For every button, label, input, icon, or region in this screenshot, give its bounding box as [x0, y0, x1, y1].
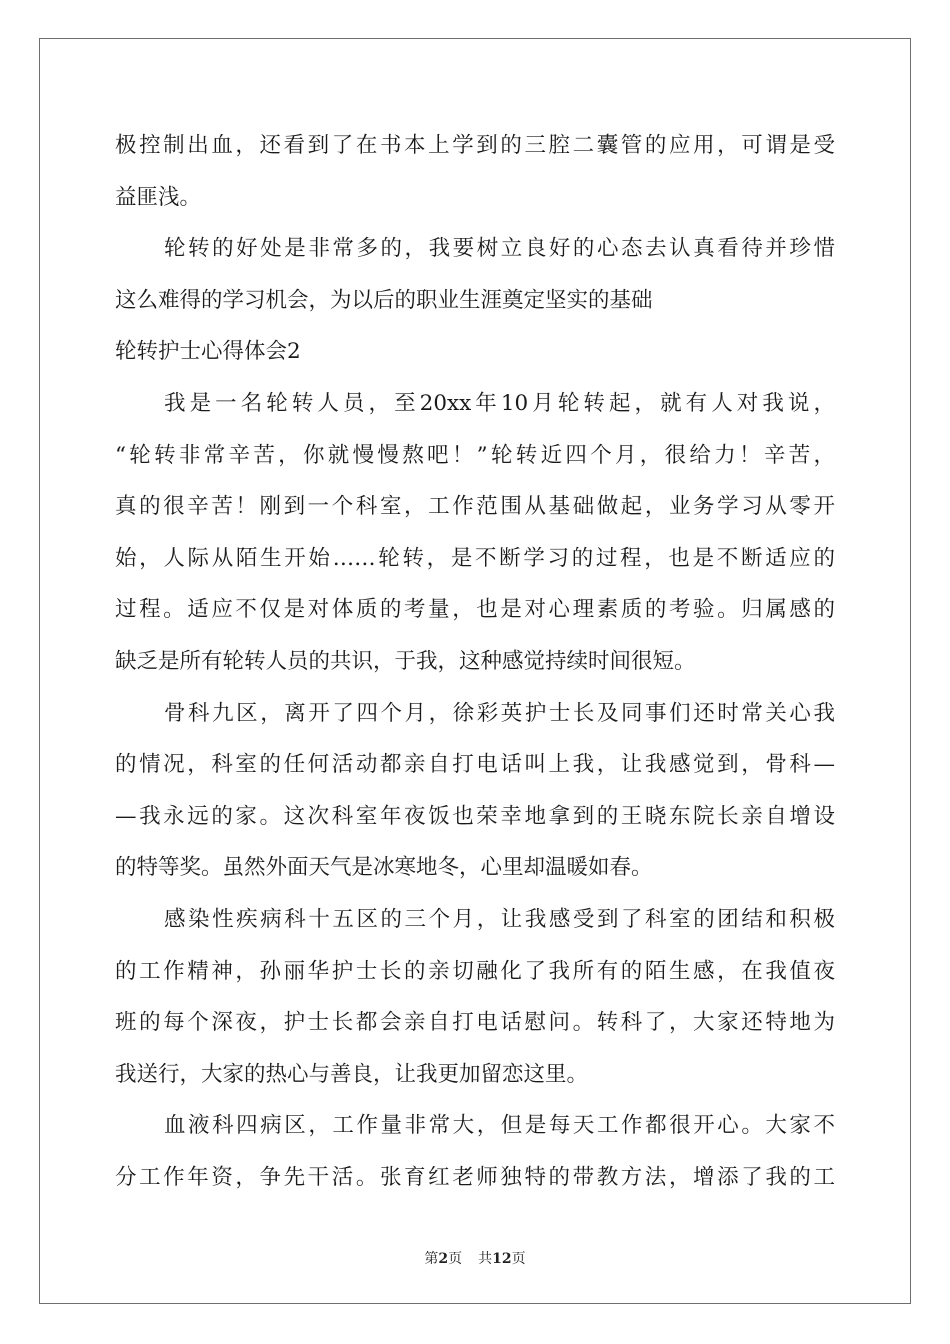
text-line: 的情况，科室的任何活动都亲自打电话叫上我，让我感觉到，骨科— [115, 752, 835, 778]
total-prefix: 共 [478, 1251, 493, 1267]
text-line: 真的很辛苦！刚到一个科室，工作范围从基础做起，业务学习从零开 [115, 494, 835, 520]
text-line: 始，人际从陌生开始……轮转，是不断学习的过程，也是不断适应的 [115, 545, 835, 571]
text-line: 班的每个深夜，护士长都会亲自打电话慰问。转科了，大家还特地为 [115, 1010, 835, 1036]
text-line: 我是一名轮转人员，至20xx年10月轮转起，就有人对我说， [164, 390, 835, 416]
total-suffix: 页 [511, 1251, 526, 1267]
text-line: “轮转非常辛苦，你就慢慢熬吧！”轮转近四个月，很给力！辛苦， [115, 442, 835, 468]
page-suffix: 页 [448, 1251, 463, 1267]
page-prefix: 第 [424, 1251, 439, 1267]
text-line: 的工作精神，孙丽华护士长的亲切融化了我所有的陌生感，在我值夜 [115, 958, 835, 984]
text-line: —我永远的家。这次科室年夜饭也荣幸地拿到的王晓东院长亲自增设 [115, 803, 835, 829]
text-line: 这么难得的学习机会，为以后的职业生涯奠定坚实的基础 [115, 287, 653, 313]
text-line: 轮转的好处是非常多的，我要树立良好的心态去认真看待并珍惜 [164, 236, 835, 262]
text-line: 血液科四病区，工作量非常大，但是每天工作都很开心。大家不 [164, 1113, 835, 1139]
text-line: 分工作年资，争先干活。张育红老师独特的带教方法，增添了我的工 [115, 1164, 835, 1190]
page-number: 2 [438, 1251, 449, 1267]
text-line: 感染性疾病科十五区的三个月，让我感受到了科室的团结和积极 [164, 906, 835, 932]
text-line: 我送行，大家的热心与善良，让我更加留恋这里。 [115, 1061, 589, 1087]
text-line: 骨科九区，离开了四个月，徐彩英护士长及同事们还时常关心我 [164, 700, 835, 726]
text-line: 的特等奖。虽然外面天气是冰寒地冬，心里却温暖如春。 [115, 855, 653, 881]
text-line: 益匪浅。 [115, 184, 202, 210]
text-line: 极控制出血，还看到了在书本上学到的三腔二囊管的应用，可谓是受 [115, 133, 835, 158]
page-footer [0, 1248, 950, 1268]
section-heading: 轮转护士心得体会2 [115, 339, 301, 365]
total-pages: 12 [492, 1251, 512, 1267]
text-line: 过程。适应不仅是对体质的考量，也是对心理素质的考验。归属感的 [115, 597, 835, 623]
text-line: 缺乏是所有轮转人员的共识，于我，这种感觉持续时间很短。 [115, 648, 696, 674]
document-body [115, 120, 835, 1203]
